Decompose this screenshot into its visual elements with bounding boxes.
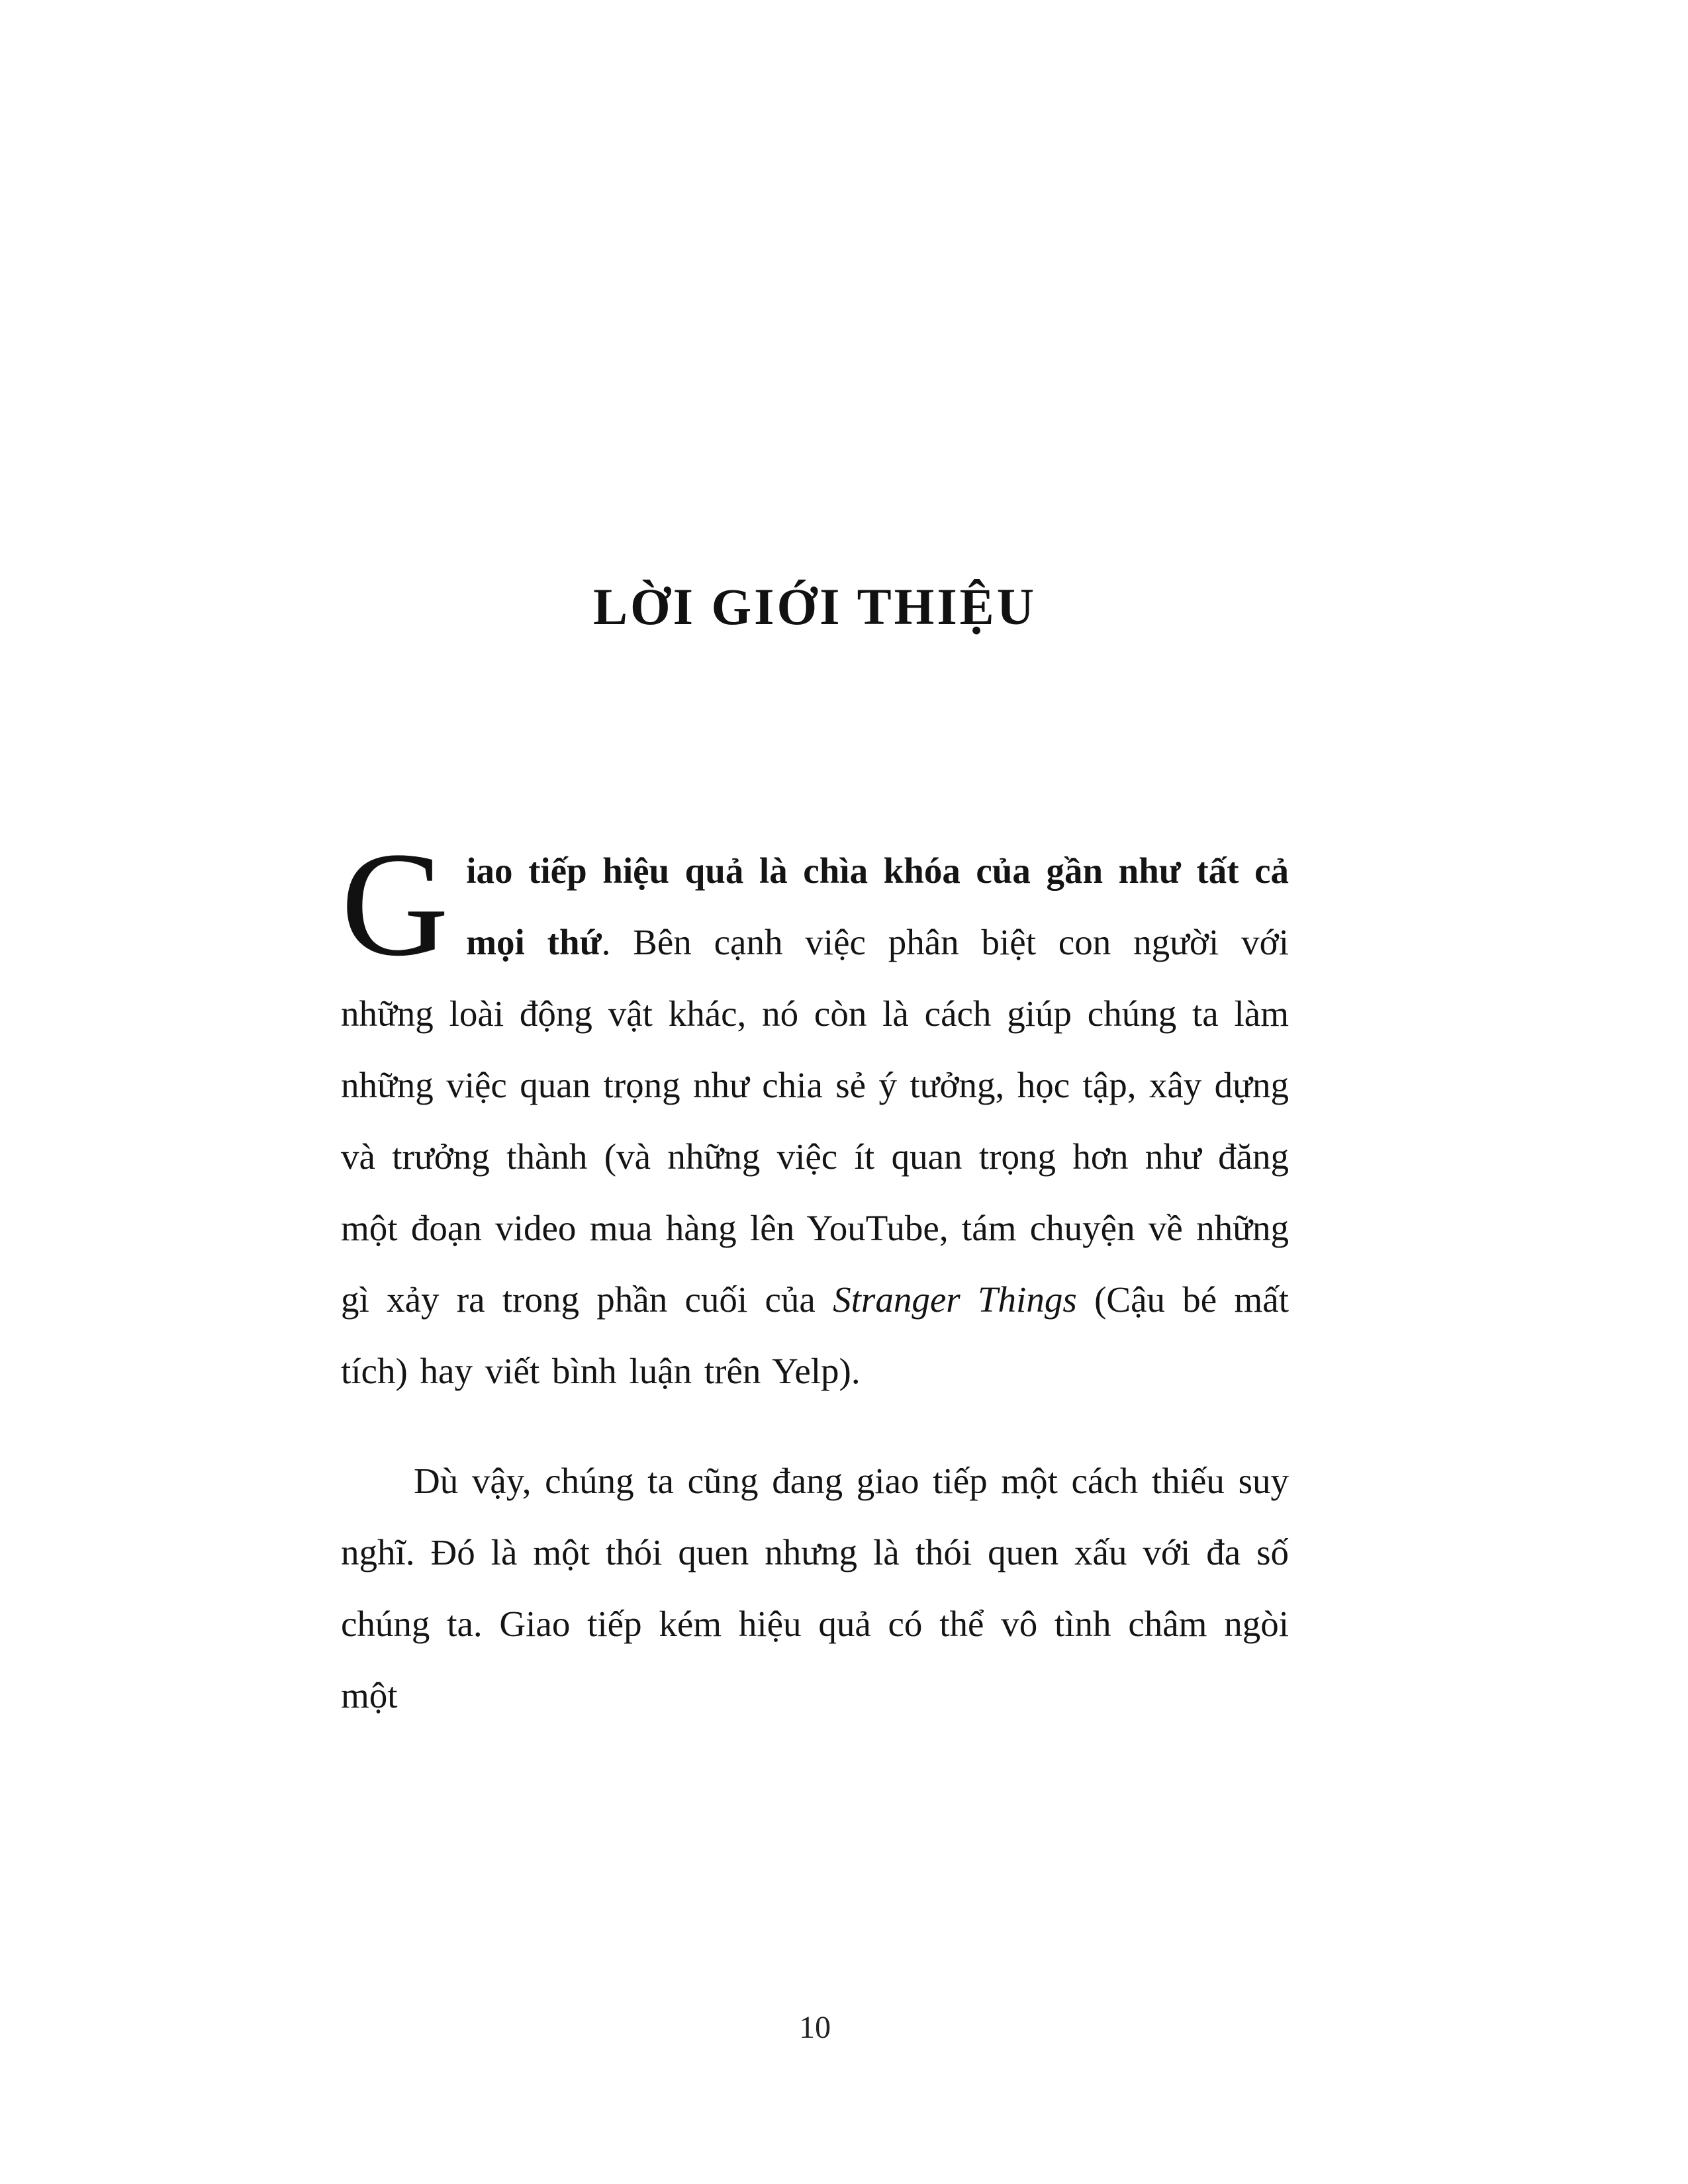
lead-bold-text: iao tiếp hiệu quả là chìa khóa của gần như tất cả mọi thứ — [466, 850, 1289, 962]
paragraph-intro — [341, 821, 1289, 1407]
page-number: 10 — [799, 2010, 831, 2045]
body-text — [341, 821, 1289, 1731]
italic-book-title: Stranger Things — [833, 1279, 1077, 1320]
chapter-title: LỜI GIỚI THIỆU — [592, 578, 1037, 635]
page-content — [341, 577, 1289, 1731]
dropcap-letter: G — [341, 821, 449, 987]
paragraph-text: . Bên cạnh việc phân biệt con người với những loài động vật khác, nó còn là cách giúp chúng ta làm những việc quan trọng như chia sẻ ý tưởng, học tập, xây dựng và trưởng thành (và những việc ít quan trọng hơn như đăng một đoạn video mua hàng lên YouTube, tám chuyện về những gì xảy ra trong phần cuối của — [341, 922, 1289, 1320]
paragraph-text-end: (Cậu bé mất tích) hay viết bình luận trên Yelp). — [341, 1279, 1289, 1391]
paragraph-second: Dù vậy, chúng ta cũng đang giao tiếp một cách thiếu suy nghĩ. Đó là một thói quen nhưng là thói quen xấu với đa số chúng ta. Giao tiếp kém hiệu quả có thể vô tình châm ngòi một — [341, 1461, 1289, 1715]
